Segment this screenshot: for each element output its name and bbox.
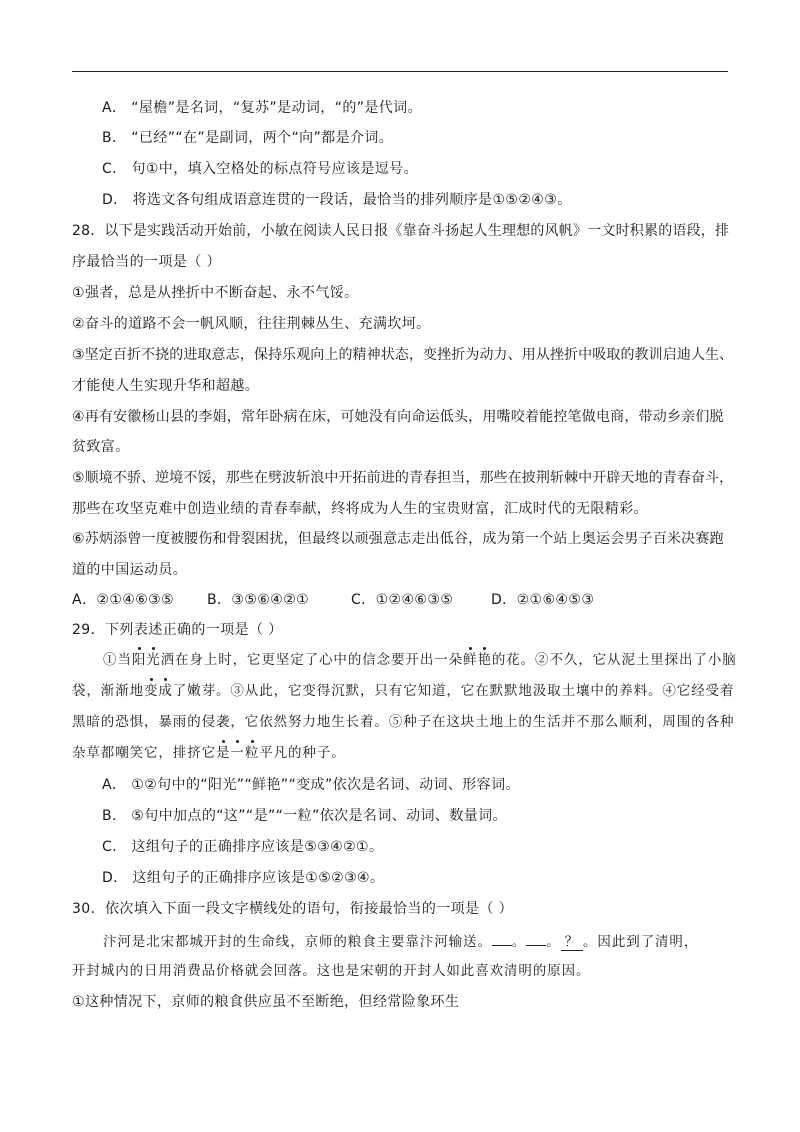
q28-item-3-line2: 才能使人生实现升华和超越。 (72, 378, 260, 394)
option-letter: D． (102, 870, 128, 886)
dotted-char: 是 (216, 745, 231, 761)
q28-item-5-line1: ⑤顺境不骄、逆境不馁，那些在劈波斩浪中开拓前进的青春担当，那些在披荆斩棘中开辟天地的青春奋斗， (72, 470, 734, 486)
option-letter: C． (102, 161, 127, 177)
option-letter: B． (102, 130, 127, 146)
option-text: 这组句子的正确排序应该是⑤③④②①。 (131, 839, 384, 855)
option-text: 句①中，填入空格处的标点符号应该是逗号。 (131, 161, 418, 177)
separator: 。 (511, 934, 527, 950)
passage-text: 汴河是北宋都城开封的生命线，京师的粮食主要靠汴河输送。 (103, 934, 492, 950)
dotted-char: 粒 (244, 745, 260, 761)
option-text: 将选文各句组成语意连贯的一段话，最恰当的排列顺序是①⑤②④③。 (132, 192, 572, 208)
q28-item-1: ①强者，总是从挫折中不断奋起、永不气馁。 (72, 285, 359, 301)
q29-option-d (102, 869, 384, 887)
dotted-char: 光 (146, 652, 161, 668)
option-text: “已经”“在”是副词，两个“向”都是介词。 (131, 130, 394, 146)
q28-item-2: ②奋斗的道路不会一帆风顺，往往荆棘丛生、充满坎坷。 (72, 316, 431, 332)
dotted-char: 变 (144, 683, 159, 699)
q30-item-1: ①这种情况下，京师的粮食供应虽不至断绝，但经常险象环生 (72, 994, 460, 1010)
q28-item-4-line2: 贫致富。 (72, 439, 130, 455)
q29-option-a (102, 776, 520, 794)
passage-text: ①当 (103, 652, 132, 668)
option-letter: D． (102, 192, 128, 208)
q29-stem: 29．下列表述正确的一项是（ ） (72, 622, 283, 638)
passage-text: 杂草都嘲笑它，排挤它 (72, 745, 216, 761)
q28-item-6-line1: ⑥苏炳添曾一度被腰伤和骨裂困扰，但最终以顽强意志走出低谷，成为第一个站上奥运会男子百米决赛跑 (72, 531, 724, 547)
q27-option-d (102, 191, 572, 209)
option-text: ①②句中的“阳光”“鲜艳”“变成”依次是名词、动词、形容词。 (131, 777, 520, 793)
dotted-char: 鲜 (463, 652, 478, 668)
passage-text: 的花。②不久，它从泥土里探出了小脑 (491, 652, 737, 668)
dotted-char: 阳 (131, 652, 147, 668)
q28-stem-line1: 28．以下是实践活动开始前，小敏在阅读人民日报《靠奋斗扬起人生理想的风帆》一文时积累的语段，排 (72, 223, 730, 239)
dotted-char: 一 (230, 745, 245, 761)
q28-option-c: C．①②④⑥③⑤ (351, 592, 454, 608)
question-mark: ？ (564, 934, 580, 950)
passage-text: 了嫩芽。③从此，它变得沉默，只有它知道，它在默默地汲取土壤中的养料。④它经受着 (172, 683, 735, 699)
q29-option-c (102, 838, 383, 856)
option-letter: A． (102, 777, 127, 793)
option-letter: A． (102, 100, 127, 116)
option-letter: B． (102, 808, 127, 824)
q28-option-b: B．③⑤⑥④②① (207, 592, 310, 608)
q28-item-6-line2: 道的中国运动员。 (72, 562, 188, 578)
option-text: 这组句子的正确排序应该是①⑤②③④。 (132, 870, 385, 886)
q29-passage-line2 (72, 682, 734, 700)
q27-option-a (102, 99, 422, 117)
q27-option-c (102, 160, 418, 178)
option-text: ⑤句中加点的“这”“是”“一粒”依次是名词、动词、数量词。 (131, 808, 507, 824)
q28-option-a: A．②①④⑥③⑤ (72, 592, 175, 608)
answer-blank (526, 931, 546, 946)
q30-passage-line2: 开封城内的日用消费品价格就会回落。这也是宋朝的开封人如此喜欢清明的原因。 (72, 963, 591, 979)
q28-item-5-line2: 那些在攻坚克难中创造业绩的青春奉献，终将成为人生的宝贵财富，汇成时代的无限精彩。 (72, 501, 648, 517)
header-divider (72, 71, 728, 72)
answer-blank (492, 931, 512, 946)
q29-passage-line3: 黑暗的恐惧，暴雨的侵袭，它依然努力地生长着。⑤种子在这块土地上的生活并不那么顺利，周围的各种 (72, 714, 735, 730)
passage-text: 平凡的种子。 (259, 745, 346, 761)
answer-blank (561, 934, 583, 951)
separator: 。 (546, 934, 561, 950)
passage-text: 。因此到了清明， (583, 934, 699, 950)
option-letter: C． (102, 839, 127, 855)
q28-option-d: D．②①⑥④⑤③ (491, 592, 595, 608)
q29-passage-line4 (72, 744, 346, 762)
q28-item-3-line1: ③坚定百折不挠的进取意志，保持乐观向上的精神状态，变挫折为动力、用从挫折中吸取的教训启迪人生、 (72, 347, 734, 363)
q28-stem-line2: 序最恰当的一项是（ ） (72, 254, 221, 270)
q30-passage-line1 (103, 931, 698, 951)
q29-passage-line1 (103, 651, 737, 669)
q30-stem: 30．依次填入下面一段文字横线处的语句，衔接最恰当的一项是（ ） (72, 901, 514, 917)
q29-option-b (102, 807, 507, 825)
dotted-char: 艳 (477, 652, 492, 668)
q27-option-b (102, 129, 393, 147)
option-text: “屋檐”是名词，“复苏”是动词，“的”是代词。 (131, 100, 422, 116)
passage-text: 袋，渐渐地 (72, 683, 144, 699)
dotted-char: 成 (158, 683, 173, 699)
q28-item-4-line1: ④再有安徽杨山县的李娟，常年卧病在床，可她没有向命运低头，用嘴咬着能控笔做电商，带动乡亲们脱 (72, 409, 724, 425)
passage-text: 洒在身上时，它更坚定了心中的信念要开出一朵 (160, 652, 464, 668)
